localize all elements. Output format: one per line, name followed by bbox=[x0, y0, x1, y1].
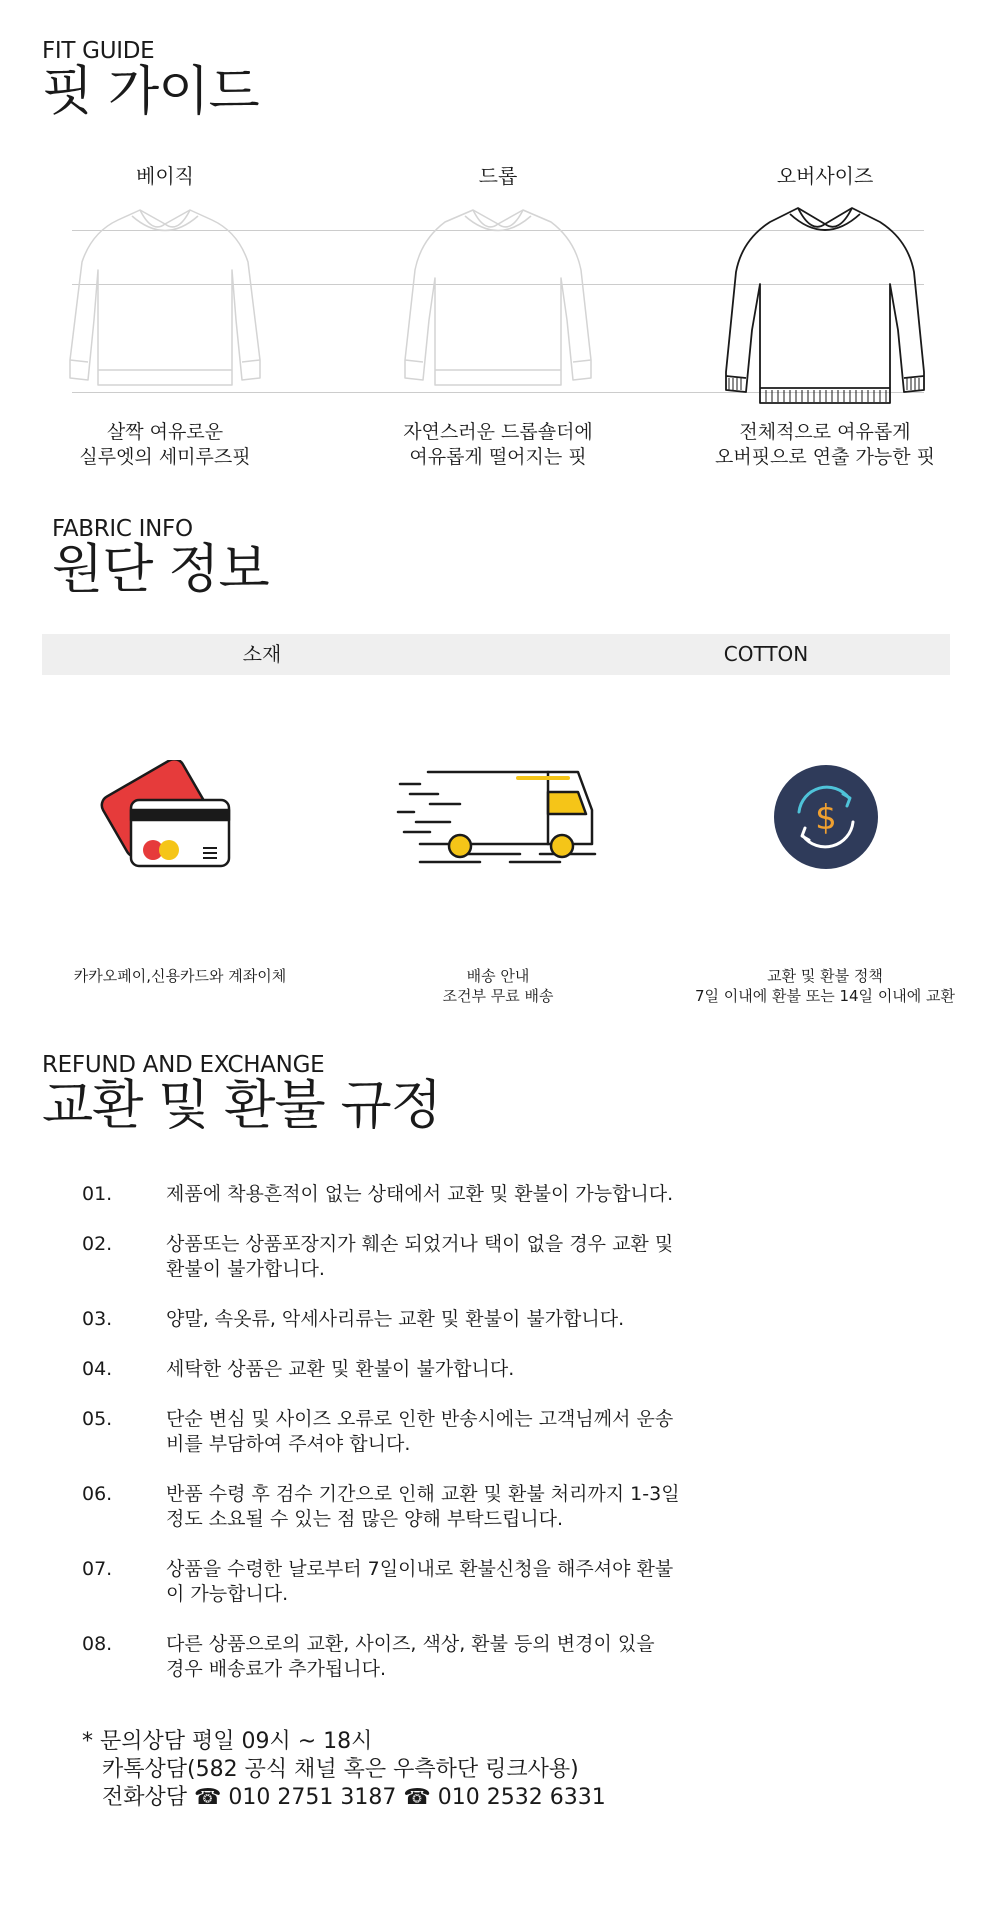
contact-hours: * 문의상담 평일 09시 ~ 18시 bbox=[82, 1729, 373, 1754]
policy-number: 07. bbox=[82, 1558, 113, 1580]
payment-info-text: 카카오페이,신용카드와 계좌이체 bbox=[73, 967, 287, 985]
policy-number: 08. bbox=[82, 1633, 113, 1655]
credit-card-icon bbox=[95, 760, 245, 880]
refund-section bbox=[42, 1052, 441, 1136]
policy-number: 06. bbox=[82, 1483, 113, 1505]
payment-info bbox=[30, 966, 330, 986]
contact-phone: 전화상담 ☎ 010 2751 3187 ☎ 010 2532 6331 bbox=[102, 1785, 606, 1810]
delivery-truck-icon bbox=[390, 762, 605, 872]
contact-info bbox=[82, 1728, 606, 1812]
fit-desc-basic bbox=[0, 420, 335, 470]
fabric-info-section bbox=[52, 516, 269, 600]
policy-text-line: 환불이 불가합니다. bbox=[166, 1258, 325, 1280]
policy-text bbox=[166, 1307, 706, 1332]
policy-number: 05. bbox=[82, 1408, 113, 1430]
fabric-info-row bbox=[42, 634, 950, 675]
fit-desc-line: 전체적으로 여유롭게 bbox=[739, 421, 911, 443]
refund-title-en: REFUND AND EXCHANGE bbox=[42, 1052, 325, 1078]
exchange-info-title: 교환 및 환불 정책 bbox=[767, 967, 883, 985]
fit-label-drop bbox=[338, 162, 658, 190]
policy-text-line: 양말, 속옷류, 악세사리류는 교환 및 환불이 불가합니다. bbox=[166, 1308, 625, 1330]
fit-label-basic bbox=[5, 162, 325, 190]
refund-title-ko: 교환 및 환불 규정 bbox=[42, 1075, 441, 1136]
policy-text bbox=[166, 1357, 706, 1382]
policy-text-line: 이 가능합니다. bbox=[166, 1583, 289, 1605]
policy-text-line: 경우 배송료가 추가됩니다. bbox=[166, 1658, 387, 1680]
fit-guide-title-ko: 핏 가이드 bbox=[42, 61, 259, 122]
policy-text bbox=[166, 1482, 706, 1532]
svg-text:$: $ bbox=[815, 798, 837, 838]
policy-text-line: 상품또는 상품포장지가 훼손 되었거나 택이 없을 경우 교환 및 bbox=[166, 1233, 674, 1255]
policy-number: 03. bbox=[82, 1308, 113, 1330]
fabric-row-value: COTTON bbox=[723, 642, 809, 666]
sweater-basic-icon bbox=[60, 200, 270, 395]
fit-desc-oversize bbox=[655, 420, 995, 470]
fit-desc-drop bbox=[328, 420, 668, 470]
fit-guide-title-en: FIT GUIDE bbox=[42, 38, 155, 64]
fit-label: 오버사이즈 bbox=[776, 164, 874, 188]
policy-text bbox=[166, 1232, 706, 1282]
policy-text-line: 단순 변심 및 사이즈 오류로 인한 반송시에는 고객님께서 운송 bbox=[166, 1408, 674, 1430]
policy-text-line: 반품 수령 후 검수 기간으로 인해 교환 및 환불 처리까지 1-3일 bbox=[166, 1483, 680, 1505]
fit-desc-line: 여유롭게 떨어지는 핏 bbox=[409, 446, 587, 468]
fabric-row-label: 소재 bbox=[242, 642, 282, 666]
shipping-info-title: 배송 안내 bbox=[466, 967, 530, 985]
fit-desc-line: 자연스러운 드롭숄더에 bbox=[403, 421, 593, 443]
policy-text-line: 세탁한 상품은 교환 및 환불이 불가합니다. bbox=[166, 1358, 515, 1380]
fit-guide-section bbox=[42, 38, 259, 122]
sweater-oversize-icon bbox=[718, 200, 932, 410]
fit-desc-line: 오버핏으로 연출 가능한 핏 bbox=[714, 446, 935, 468]
exchange-info-text: 7일 이내에 환불 또는 14일 이내에 교환 bbox=[694, 987, 956, 1005]
refund-dollar-icon bbox=[773, 764, 879, 870]
fit-desc-line: 살짝 여유로운 bbox=[106, 421, 224, 443]
shipping-info-text: 조건부 무료 배송 bbox=[442, 987, 554, 1005]
policy-text-line: 다른 상품으로의 교환, 사이즈, 색상, 환불 등의 변경이 있을 bbox=[166, 1633, 655, 1655]
exchange-info bbox=[660, 966, 990, 1006]
fit-label: 베이직 bbox=[136, 164, 194, 188]
policy-text-line: 비를 부담하여 주셔야 합니다. bbox=[166, 1433, 411, 1455]
policy-number: 01. bbox=[82, 1183, 113, 1205]
policy-text-line: 상품을 수령한 날로부터 7일이내로 환불신청을 해주셔야 환불 bbox=[166, 1558, 674, 1580]
policy-number: 02. bbox=[82, 1233, 113, 1255]
policy-text-line: 제품에 착용흔적이 없는 상태에서 교환 및 환불이 가능합니다. bbox=[166, 1183, 674, 1205]
fabric-info-title-ko: 원단 정보 bbox=[52, 539, 269, 600]
fit-label: 드롭 bbox=[478, 164, 518, 188]
contact-kakao: 카톡상담(582 공식 채널 혹은 우측하단 링크사용) bbox=[102, 1757, 579, 1782]
policy-number: 04. bbox=[82, 1358, 113, 1380]
fit-label-oversize bbox=[665, 162, 985, 190]
policy-text bbox=[166, 1632, 706, 1682]
policy-text bbox=[166, 1182, 706, 1207]
policy-text-line: 정도 소요될 수 있는 점 많은 양해 부탁드립니다. bbox=[166, 1508, 564, 1530]
fit-desc-line: 실루엣의 세미루즈핏 bbox=[79, 446, 251, 468]
fabric-info-title-en: FABRIC INFO bbox=[52, 516, 193, 542]
shipping-info bbox=[348, 966, 648, 1006]
sweater-drop-icon bbox=[393, 200, 603, 395]
policy-text bbox=[166, 1557, 706, 1607]
policy-text bbox=[166, 1407, 706, 1457]
